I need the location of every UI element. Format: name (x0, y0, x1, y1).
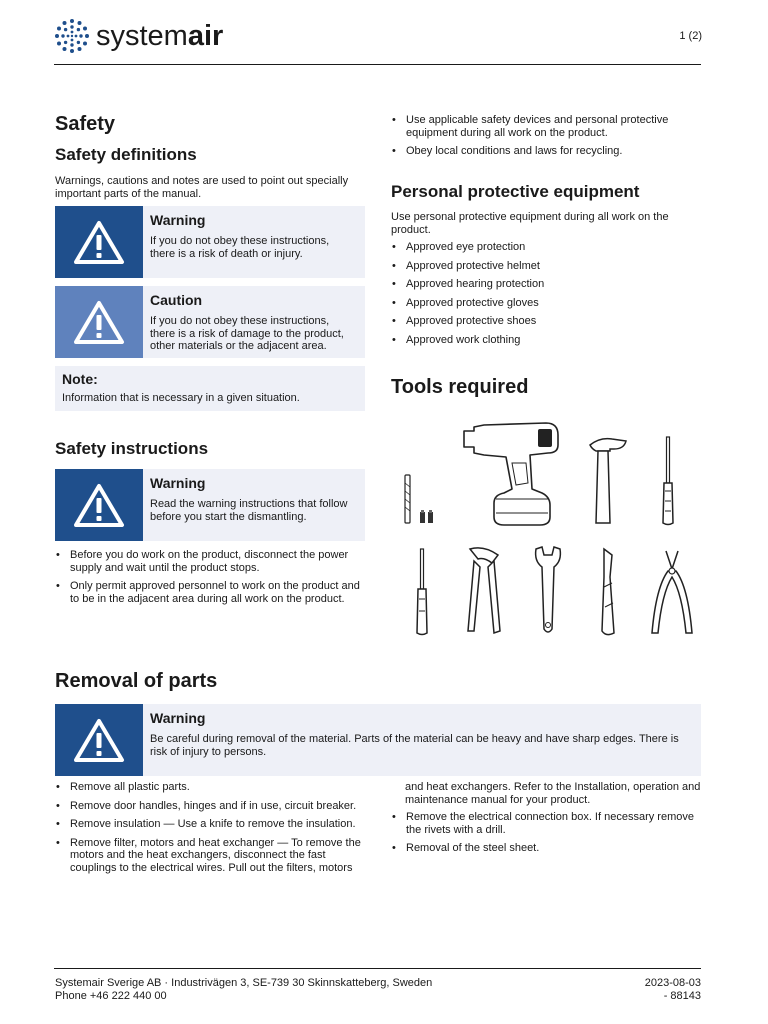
warning-text: Be careful during removal of the material. Parts of the material can be heavy and have sharp edges. There is risk of injury to persons. (150, 733, 679, 758)
caution-text: If you do not obey these instructions, there is a risk of damage to the product, other materials or the adjacent area. (150, 315, 344, 352)
adjustable-wrench-icon (532, 545, 564, 637)
safety-heading: Safety (55, 113, 116, 135)
list-item: • Remove insulation — Use a knife to remove the insulation. (55, 818, 367, 831)
list-item: • Only permit approved personnel to work on the product and to be in the adjacent area during all work on the product. (55, 580, 365, 605)
list-item: • Use applicable safety devices and personal protective equipment during all work on the product. (391, 114, 701, 139)
definitions-text: Warnings, cautions and notes are used to point out specially important parts of the manual. (55, 175, 349, 200)
safety-definitions-heading: Safety definitions (55, 145, 197, 164)
caution-icon-panel (55, 286, 143, 358)
footer-date: 2023-08-03 (644, 977, 701, 989)
list-item: • Remove door handles, hinges and if in use, circuit breaker. (55, 800, 367, 813)
warning-text: If you do not obey these instructions, there is a risk of death or injury. (150, 235, 330, 260)
logo-wordmark (96, 18, 223, 54)
caution-title: Caution (150, 292, 203, 308)
warning-triangle-icon (73, 482, 125, 528)
caution-box (55, 286, 365, 358)
removal-steps-list-continued (391, 811, 701, 855)
list-item: • Obey local conditions and laws for recycling. (391, 145, 701, 158)
hammer-icon (586, 435, 630, 527)
footer-phone: Phone +46 222 440 00 (55, 990, 167, 1002)
phillips-screwdriver-icon (412, 547, 432, 637)
warning-title: Warning (150, 475, 206, 491)
list-item: • Approved work clothing (391, 334, 701, 347)
warning-icon-panel (55, 704, 143, 776)
note-box (55, 366, 365, 411)
footer-divider (54, 968, 701, 969)
logo-light-text: system (96, 20, 188, 52)
list-item: • Approved protective gloves (391, 297, 701, 310)
diagonal-cutters-icon (648, 547, 696, 637)
screwdriver-bits-icon (418, 509, 436, 525)
note-title: Note: (62, 371, 98, 387)
list-item: • Removal of the steel sheet. (391, 842, 701, 855)
footer-doc-number: - 88143 (663, 990, 701, 1002)
flathead-screwdriver-icon (658, 435, 678, 527)
logo-dots-icon (54, 18, 90, 54)
warning-box (55, 206, 365, 278)
warning-triangle-icon (73, 717, 125, 763)
utility-knife-icon (596, 547, 620, 637)
page-number: 1 (2) (679, 30, 702, 42)
warning-title: Warning (150, 710, 206, 726)
safety-instructions-list (55, 549, 365, 605)
list-item: • Before you do work on the product, disconnect the power supply and wait until the product stops. (55, 549, 365, 574)
header-divider (54, 64, 701, 65)
list-item: • Approved eye protection (391, 241, 701, 254)
footer-address: Systemair Sverige AB · Industrivägen 3, SE-739 30 Skinnskatteberg, Sweden (55, 977, 433, 989)
warning-text: Read the warning instructions that follow before you start the dismantling. (150, 498, 348, 523)
warning-icon-panel (55, 469, 143, 541)
note-text: Information that is necessary in a given situation. (62, 392, 300, 404)
water-pump-pliers-icon (464, 545, 504, 637)
list-item: • Approved protective helmet (391, 260, 701, 273)
safety-instructions-heading: Safety instructions (55, 439, 209, 458)
list-item: • Approved hearing protection (391, 278, 701, 291)
removal-continuation-text: and heat exchangers. Refer to the Installation, operation and maintenance manual for your product. (405, 781, 701, 806)
warning-triangle-icon (73, 299, 125, 345)
removal-heading: Removal of parts (55, 670, 218, 692)
warning-title: Warning (150, 212, 206, 228)
ppe-list (391, 241, 701, 346)
warning-triangle-icon (73, 219, 125, 265)
ppe-heading: Personal protective equipment (391, 182, 640, 201)
tools-required-heading: Tools required (391, 376, 529, 398)
drill-bit-icon (400, 473, 416, 525)
safety-instructions-warning-box (55, 469, 365, 541)
list-item: • Remove all plastic parts. (55, 781, 367, 794)
tools-illustration (390, 415, 702, 645)
general-safety-list (391, 114, 701, 158)
systemair-logo (54, 18, 244, 54)
list-item: • Approved protective shoes (391, 315, 701, 328)
removal-warning-box (55, 704, 701, 776)
ppe-text: Use personal protective equipment during all work on the product. (391, 211, 669, 236)
list-item: • Remove the electrical connection box. If necessary remove the rivets with a drill. (391, 811, 701, 836)
logo-bold-text: air (187, 20, 224, 52)
cordless-drill-icon (460, 417, 566, 529)
list-item: • Remove filter, motors and heat exchanger — To remove the motors and the heat exchangers, disconnect the fast couplings to the electrical wires. Pull out the filters, motors (55, 837, 367, 875)
warning-icon-panel (55, 206, 143, 278)
removal-steps-list (55, 781, 367, 874)
